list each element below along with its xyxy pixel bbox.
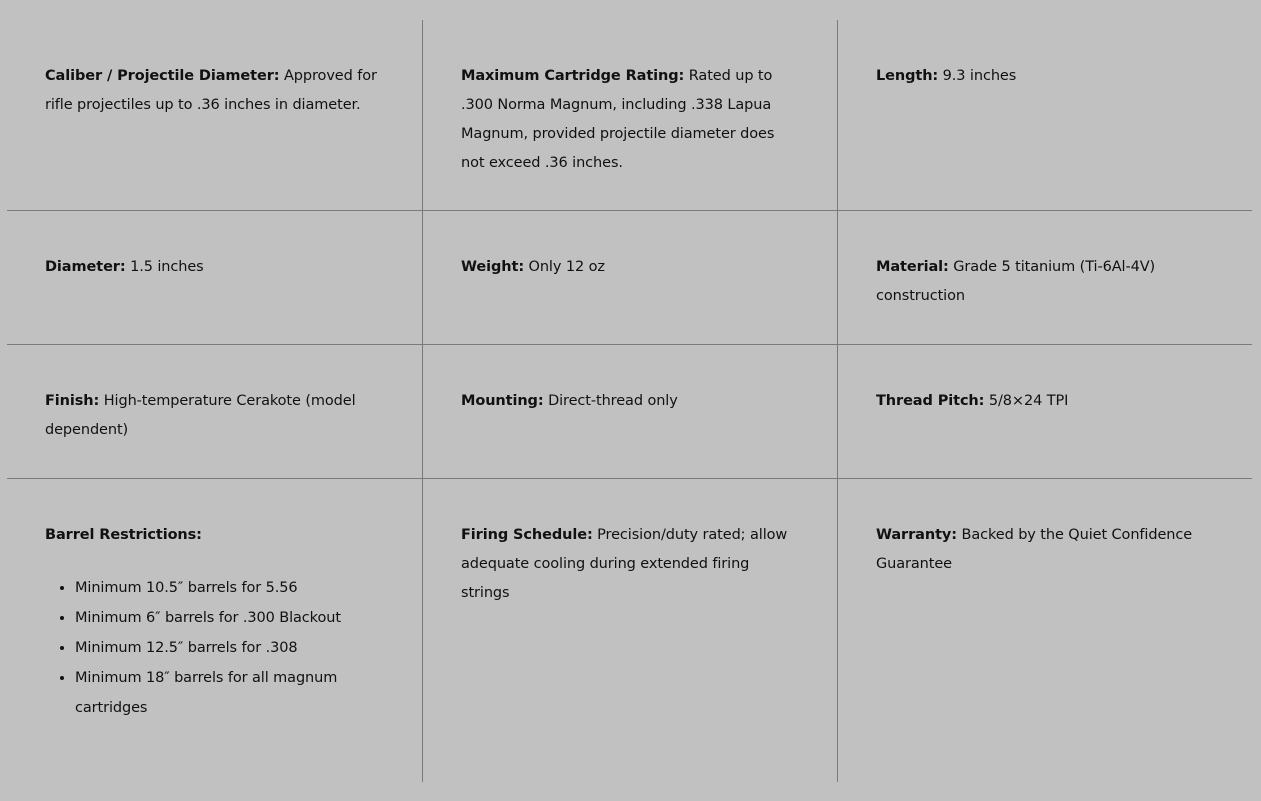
spec-cell-firing-schedule [422,478,837,782]
spec-value: Approved for rifle projectiles up to .36 inches in diameter. [45,68,377,113]
spec-value: Precision/duty rated; allow adequate cooling during extended firing strings [461,527,788,601]
spec-cell-length [837,20,1252,210]
spec-label: Warranty: [876,527,957,543]
spec-value: 1.5 inches [130,259,204,275]
spec-label: Weight: [461,259,525,275]
spec-cell-caliber [7,20,422,210]
spec-thread-pitch [876,387,1214,416]
spec-diameter [45,253,384,282]
spec-mounting [461,387,799,416]
spec-value: Direct-thread only [548,393,678,409]
spec-label: Firing Schedule: [461,527,593,543]
spec-firing-schedule [461,521,799,608]
spec-value: Only 12 oz [528,259,605,275]
spec-label: Barrel Restrictions: [45,527,202,543]
spec-finish [45,387,384,445]
spec-cell-weight [422,210,837,344]
barrel-restrictions-list [45,574,384,723]
spec-value: 5/8×24 TPI [988,393,1069,409]
spec-warranty [876,521,1214,579]
spec-label: Mounting: [461,393,544,409]
spec-label: Length: [876,68,939,84]
spec-label: Diameter: [45,259,126,275]
spec-barrel-restrictions [45,521,384,550]
spec-value: 9.3 inches [942,68,1017,84]
spec-cell-finish [7,344,422,478]
spec-max-cartridge [461,62,799,178]
spec-weight [461,253,799,282]
spec-material [876,253,1214,311]
spec-length [876,62,1214,91]
spec-value: Grade 5 titanium (Ti-6Al-4V) construction [876,259,1156,304]
list-item: • Minimum 10.5″ barrels for 5.56 [75,574,384,604]
spec-value: Rated up to .300 Norma Magnum, including .338 Lapua Magnum, provided projectile diameter does not exceed .36 inches. [461,68,775,171]
spec-cell-barrel-restrictions [7,478,422,782]
spec-label: Finish: [45,393,100,409]
spec-cell-material [837,210,1252,344]
spec-label: Caliber / Projectile Diameter: [45,68,280,84]
spec-cell-diameter [7,210,422,344]
list-item: • Minimum 18″ barrels for all magnum cartridges [75,664,384,723]
spec-cell-max-cartridge [422,20,837,210]
list-item: • Minimum 12.5″ barrels for .308 [75,634,384,664]
spec-label: Maximum Cartridge Rating: [461,68,685,84]
spec-cell-warranty [837,478,1252,782]
spec-label: Thread Pitch: [876,393,985,409]
spec-label: Material: [876,259,949,275]
spec-value: High-temperature Cerakote (model dependent) [45,393,356,438]
list-item: • Minimum 6″ barrels for .300 Blackout [75,604,384,634]
spec-value: Backed by the Quiet Confidence Guarantee [876,527,1193,572]
spec-cell-thread-pitch [837,344,1252,478]
spec-table [7,20,1252,782]
spec-cell-mounting [422,344,837,478]
spec-caliber [45,62,384,120]
